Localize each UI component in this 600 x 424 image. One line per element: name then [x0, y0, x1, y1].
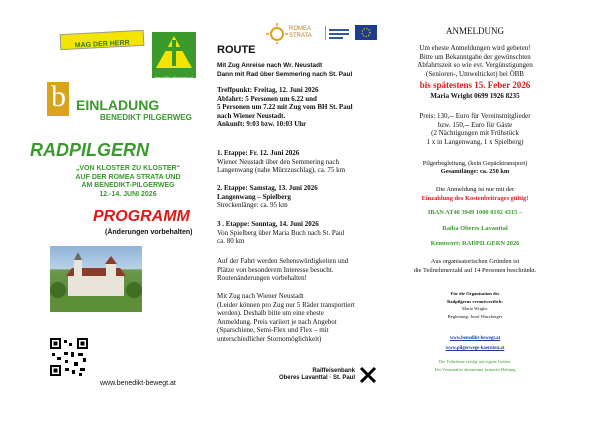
- meet-line: 5 Personen um 7.22 mit Zug vom BH St. Paul: [217, 103, 353, 112]
- tagline-line: AM BENEDIKT-PILGERWEG: [81, 182, 175, 189]
- disclaimer: [390, 358, 560, 374]
- registration-text: [390, 44, 560, 78]
- org-line: Aus organisatorischen Gründen ist: [430, 258, 520, 265]
- radpilgern: RADPILGERN: [30, 140, 150, 160]
- deadline: bis spätestens 15. Feber 2026: [419, 80, 531, 90]
- stage-line: Wiener Neustadt über den Semmering nach: [217, 157, 339, 166]
- train-line: unterschiedlicher Stornomöglichkeit): [217, 334, 322, 343]
- b-letter-icon: b: [51, 80, 66, 113]
- stage-2: [217, 184, 318, 210]
- price-line: 1 x in Langenwang, 1 x Spielberg): [426, 137, 524, 146]
- intro-line: Mit Zug Anreise nach Wr. Neustadt: [217, 62, 323, 69]
- stage-line: Streckenlänge: ca. 95 km: [217, 201, 288, 210]
- intro-line: Dann mit Rad über Semmering nach St. Paul: [217, 70, 353, 78]
- support-info: [390, 160, 560, 177]
- payment-info: [390, 186, 560, 203]
- monastery-icon: [50, 246, 142, 312]
- stage-title: 1. Etappe: Fr. 12. Juni 2026: [217, 149, 300, 157]
- stage-title: 2. Etappe: Samstag, 13. Juni 2026: [217, 184, 318, 192]
- stage-line: ca. 80 km: [217, 237, 245, 246]
- stage-line: Langenwang (nahe Mürzzuschlag), ca. 75 km: [217, 166, 346, 175]
- stage-3: [217, 220, 344, 246]
- train-line: Mit Zug nach Wiener Neustadt: [217, 292, 304, 300]
- logo-text: benedikt-pilgerweg.at: [154, 75, 194, 80]
- website-link[interactable]: www.benedikt-bewegt.at: [100, 380, 176, 387]
- contact: Maria Wright 0699 1926 8235: [430, 92, 520, 100]
- tagline-line: AUF DER ROMEA STRATA UND: [75, 173, 181, 181]
- reg-line: Abfahrtszeit so wie evt. Vergünstigungen: [417, 61, 533, 70]
- bank-name: [263, 368, 355, 382]
- stage-1: [217, 149, 345, 175]
- bank-line: Oberes Lavanttal · St. Paul: [278, 375, 355, 381]
- cross-icon: [152, 32, 196, 70]
- programm-heading: PROGRAMM: [93, 208, 190, 225]
- tagline-line: „VON KLOSTER ZU KLOSTER“: [75, 165, 181, 172]
- train-info: [217, 292, 355, 344]
- tagline: [62, 165, 194, 199]
- responsible-info: [390, 290, 560, 320]
- meet-line: Treffpunkt: Freitag, 12. Juni 2026: [217, 86, 319, 94]
- reg-line: Um eheste Anmeldungen wird gebeten!: [419, 44, 531, 52]
- resp-line: Maria Wright.: [461, 306, 488, 312]
- stage-title: 3 . Etappe: Sonntag, 14. Juni 2026: [217, 220, 319, 228]
- partner-logo-1: [325, 26, 352, 40]
- price-line: (2 Nächtigungen mit Frühstück: [431, 129, 519, 138]
- monastery-photo: [50, 246, 142, 312]
- meet-line: nach Wiener Neustadt.: [217, 111, 286, 120]
- pay-line: [390, 195, 560, 204]
- reg-line: (Senioren-, Umwelticket) bei ÖBB: [426, 69, 524, 78]
- right-panel: [390, 0, 600, 424]
- route-heading: ROUTE: [217, 44, 256, 56]
- qr-code-icon: [50, 338, 88, 376]
- subtitle: BENEDIKT PILGERWEG: [100, 113, 192, 122]
- train-line: (Sparschiene, Semi-Flex und Flex – mit: [217, 326, 329, 335]
- pay-line: Die Anmeldung ist nur mit der: [435, 186, 515, 193]
- left-panel: [0, 0, 195, 424]
- programm-note: (Änderungen vorbehalten): [105, 229, 193, 236]
- bank-name: Raiba Oberes Lavanttal: [442, 225, 508, 232]
- train-line: (Leider können pro Zug nur 5 Räder transportiert: [217, 300, 355, 309]
- badge: [60, 30, 145, 50]
- pay-highlight: Einzahlung des Kostenbeitrages gültig!: [421, 194, 529, 202]
- note-line: Plätze von besonderem Interesse besucht.: [217, 265, 334, 274]
- raiffeisen-logo: [263, 366, 383, 390]
- romea-logo-text: ROMEA STRATA: [289, 26, 312, 39]
- train-line: werden). Deshalb bitte um eine eheste: [217, 309, 324, 318]
- raiffeisen-gable-icon: [359, 366, 377, 384]
- bank-line: Raiffeisenbank: [312, 368, 355, 374]
- meet-line: Ankunft: 9:03 bzw. 10:03 Uhr: [217, 120, 307, 129]
- participant-limit: [390, 258, 560, 275]
- middle-panel: [205, 0, 385, 424]
- title: EINLADUNG: [76, 97, 160, 113]
- eu-flag-icon: [355, 25, 377, 40]
- note-line: Auf der Fahrt werden Sehenswürdigkeiten und: [217, 257, 349, 265]
- resp-line: Für die Organisation des: [450, 291, 500, 296]
- train-line: Anmeldung. Preis variiert je nach Angebot: [217, 317, 337, 326]
- pilgerweg-logo: [152, 32, 196, 78]
- tagline-line: 12.-14. JUNI 2026: [99, 190, 157, 198]
- resp-line: Begleitung: Josef Wurzberger: [447, 313, 503, 319]
- badge-text: MAG DER HERR: [74, 39, 130, 50]
- org-line: die Teilnehmerzahl auf 14 Personen beschränkt.: [413, 266, 537, 274]
- stage-line: Von Spielberg über Maria Buch nach St. Paul: [217, 228, 345, 237]
- romea-logo: [265, 22, 383, 46]
- qr-code[interactable]: [50, 338, 88, 376]
- route-intro: [217, 62, 352, 79]
- stage-line: Langenwang – Spielberg: [217, 192, 291, 201]
- romea-sun-icon: [265, 22, 289, 44]
- resp-line: Radpilgerns verantwortlich:: [447, 298, 503, 304]
- price-line: Preis: 130,-- Euro für Vereinsmitglieder: [419, 112, 531, 120]
- benedikt-b-logo: [47, 82, 69, 116]
- price-line: bzw. 150,-- Euro für Gäste: [437, 120, 513, 129]
- reg-line: Bitte um Bekanntgabe der gewünschten: [419, 52, 531, 61]
- iban: IBAN AT40 3949 1000 0192 4315 –: [427, 209, 523, 216]
- route-note: [217, 257, 348, 283]
- meet-line: Abfahrt: 5 Personen um 6.22 und: [217, 94, 317, 103]
- kennwort: Kennwort: RADPILGERN 2026: [430, 240, 520, 247]
- support-line: Pilgerbegleitung, (kein Gepäcktransport): [422, 160, 528, 167]
- note-line: Routenänderungen vorbehalten!: [217, 274, 307, 283]
- web-link[interactable]: www.benedikt-bewegt.at: [449, 336, 501, 341]
- price-info: [390, 112, 560, 146]
- registration-heading: ANMELDUNG: [446, 26, 504, 36]
- support-line: Gesamtlänge: ca. 250 km: [440, 168, 510, 176]
- disc-line: Die Teilnahme erfolgt auf eigene Gefahr.: [438, 359, 512, 364]
- web-link[interactable]: www.pilgerwege-kaernten.at: [445, 346, 505, 351]
- disc-line: Der Veranstalter übernimmt keinerlei Haftung: [434, 367, 516, 372]
- web-links: [390, 334, 560, 354]
- meeting-info: [217, 86, 353, 129]
